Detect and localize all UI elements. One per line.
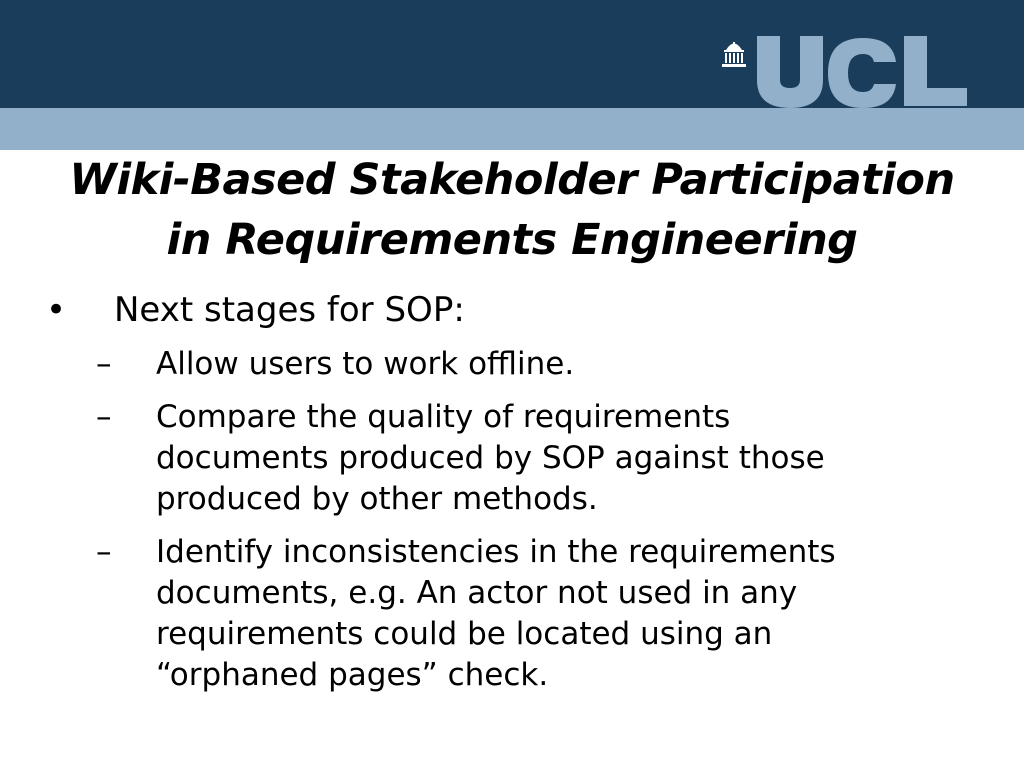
sub-bullet-item — [0, 397, 1024, 520]
bullet-item — [0, 282, 1024, 344]
sub-bullet-item — [0, 344, 1024, 385]
text-line: “orphaned pages” check. — [156, 657, 549, 693]
sub-bullet-list — [0, 344, 1024, 696]
text-line: documents produced by SOP against those — [156, 440, 825, 476]
sub-bullet-text — [156, 344, 946, 385]
text-line: Compare the quality of requirements — [156, 399, 731, 435]
sub-bullet-item — [0, 532, 1024, 696]
ucl-logo-graphic — [720, 36, 980, 110]
slide-title — [0, 150, 1024, 270]
text-line: Allow users to work offline. — [156, 346, 575, 382]
sub-bullet-text — [156, 397, 946, 520]
bullet-text: Next stages for SOP: — [114, 290, 465, 330]
text-line: documents, e.g. An actor not used in any — [156, 575, 798, 611]
title-line-1: Wiki-Based Stakeholder Participation — [69, 155, 955, 205]
text-line: requirements could be located using an — [156, 616, 773, 652]
text-line: produced by other methods. — [156, 481, 598, 517]
dash-marker: – — [96, 534, 112, 570]
sub-bullet-text — [156, 532, 946, 696]
ucl-logo — [720, 36, 980, 110]
dash-marker: – — [96, 346, 112, 382]
bullet-marker: • — [46, 290, 67, 330]
header-stripe — [0, 108, 1024, 150]
dash-marker: – — [96, 399, 112, 435]
text-line: Identify inconsistencies in the requirements — [156, 534, 836, 570]
title-line-2: in Requirements Engineering — [166, 215, 858, 265]
slide-body — [0, 282, 1024, 708]
portico-icon — [722, 42, 746, 67]
